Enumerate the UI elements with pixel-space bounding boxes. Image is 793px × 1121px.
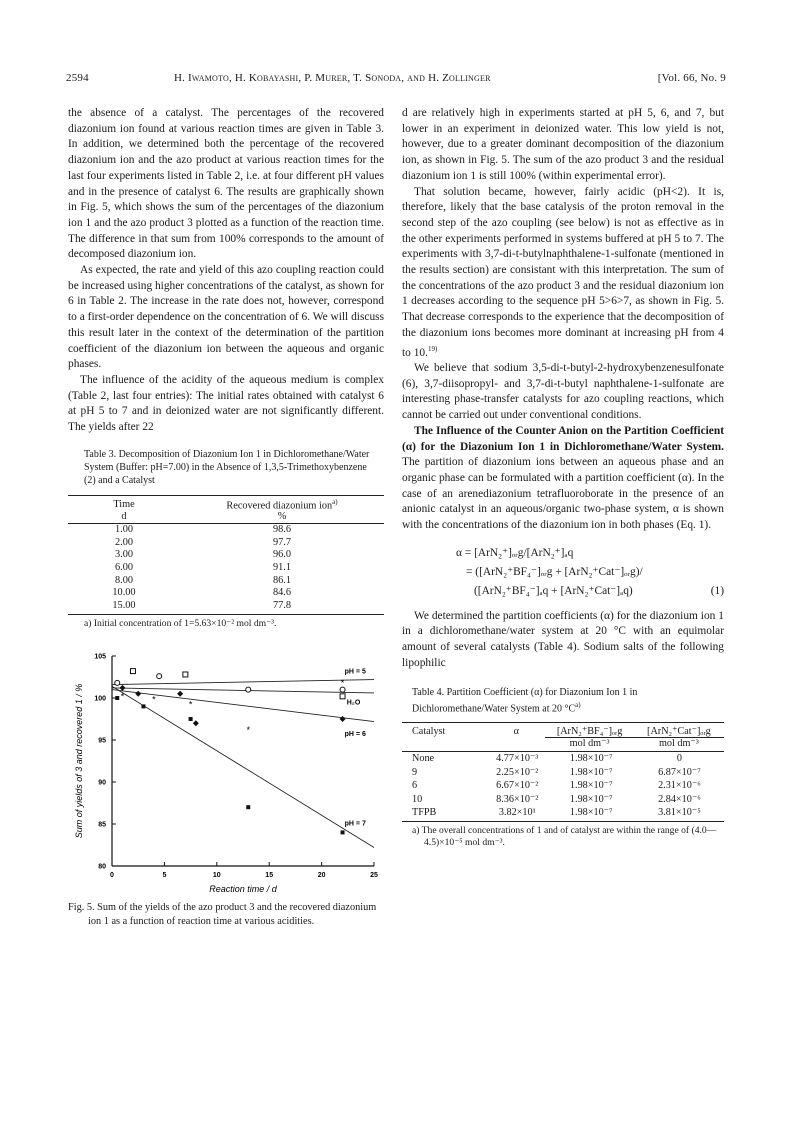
equation-number: (1)	[710, 584, 724, 597]
table-row	[402, 752, 724, 766]
left-paragraph-3: The influence of the acidity of the aqueous medium is complex (Table 2, last four entries): The initial rates obtained with catalyst 6 at pH 5 to 7 and in deionized water are not significantly different. The yields after 22	[68, 373, 384, 434]
table-4-unit-bf4: mol dm⁻³	[569, 737, 610, 749]
table-3-time-cell: 10.00	[112, 587, 136, 599]
table-4-cat-cell: 0	[676, 752, 682, 764]
table-4-bf4-cell: 1.98×10⁻⁷	[569, 766, 613, 778]
table-3-unit-percent: %	[277, 511, 287, 523]
x-tick-label: 0	[110, 872, 114, 880]
table-row	[68, 587, 384, 600]
right-paragraph-5: We determined the partition coefficients (α) for the diazonium ion 1 in a dichloromethane/water system at 20 °C with an equimolar amount of several catalysts (Table 4). Sodium salts of the following lipophilic	[402, 609, 724, 669]
right-paragraph-3: We believe that sodium 3,5-di-t-butyl-2-hydroxybenzenesulfonate (6), 3,7-diisopropyl- and 3,7-di-t-butyl naphthalene-1-sulfonate are interesting phase-transfer catalysts for azo coupling reactions, which cannot be carried out under conventional conditions.	[402, 362, 724, 422]
left-paragraph-1: the absence of a catalyst. The percentages of the recovered diazonium ion found at various reaction times are given in Table 3. In addition, we determined both the percentage of the recovered diazonium ion and the azo product at various reaction times for the last four experiments listed in Table 2, i.e. at four different pH values and in the presence of catalyst 6. The results are graphically shown in Fig. 5, which shows the sum of the percentages of the diazonium ion 1 and the azo product 3 plotted as a function of the reaction time. The difference in that sum from 100% corresponds to the amount of decomposed diazonium ion.	[68, 107, 384, 261]
table-3	[68, 448, 384, 631]
table-row	[68, 524, 384, 537]
section-heading: The Influence of the Counter Anion on the Partition Coefficient (α) for the Diazonium Ion 1 in Dichloromethane/Water System.	[402, 424, 724, 453]
running-header	[66, 72, 726, 88]
y-axis-label: Sum of yields of 3 and recovered 1 / %	[74, 684, 84, 839]
right-paragraph-1: d are relatively high in experiments started at pH 5, 6, and 7, but lower in an experiment in deionized water. This low yield is not, however, due to a greater dominant decomposition of the diazonium ion, as shown in Fig. 5. The sum of the azo product 3 and the residual diazonium ion 1 is still 100% (within experimental error).	[402, 107, 724, 182]
table-3-percent-cell: 96.0	[272, 549, 292, 561]
table-4-cat-cell: 6.87×10⁻⁷	[658, 766, 701, 778]
left-paragraph-2: As expected, the rate and yield of this azo coupling reaction could be increased using higher concentrations of the catalyst, as shown for 6 in Table 2. The increase in the rate does not, however, correspond to a first-order dependence on the concentration of 6. We will discuss this result later in the context of the determination of the partition coefficient of the diazonium ion between the aqueous and organic phases.	[68, 264, 384, 371]
table-4-bf4-cell: 1.98×10⁻⁷	[569, 807, 613, 819]
table-4-grid	[402, 726, 724, 749]
table-4-catalyst-cell: TFPB	[412, 807, 437, 819]
data-point-filled-square	[141, 705, 145, 709]
table-3-footnote: a) Initial concentration of 1=5.63×10⁻² mol dm⁻³.	[84, 618, 277, 630]
y-tick-label: 85	[98, 821, 106, 829]
table-3-unit-time: d	[121, 511, 127, 523]
table-4-alpha-cell: 2.25×10⁻²	[496, 766, 539, 778]
data-point-star: *	[188, 700, 193, 711]
table-4-cat-cell: 2.84×10⁻⁶	[658, 793, 701, 805]
y-tick-label: 100	[94, 695, 106, 703]
table-row	[68, 537, 384, 550]
table-row	[402, 779, 724, 793]
x-tick-label: 5	[162, 872, 167, 880]
data-point-diamond	[119, 685, 125, 691]
table-3-time-cell: 3.00	[114, 549, 134, 561]
data-point-star: *	[246, 725, 250, 736]
data-point-diamond	[135, 691, 141, 697]
table-row	[402, 806, 724, 820]
data-point-open-square	[183, 672, 188, 677]
table-4-catalyst-cell: 10	[412, 793, 423, 805]
figure-5-caption: Fig. 5. Sum of the yields of the azo product 3 and the recovered diazonium ion 1 as a function of reaction time at various acidities.	[68, 902, 377, 927]
table-3-head-recovered: Recovered diazonium ion$^{a)}$	[226, 497, 338, 512]
y-tick-label: 90	[98, 779, 106, 787]
table-4-caption: Table 4. Partition Coefficient (α) for Diazonium Ion 1 in Dichloromethane/Water System at 20 $^\circ C^{a)}$	[412, 686, 638, 714]
left-column	[68, 106, 384, 928]
table-3-body	[68, 524, 384, 612]
right-column	[402, 106, 724, 849]
data-point-filled-square	[189, 717, 193, 721]
table-row	[68, 562, 384, 575]
data-point-filled-square	[341, 831, 345, 835]
table-row	[68, 600, 384, 613]
table-3-caption: Table 3. Decomposition of Diazonium Ion 1 in Dichloromethane/Water System (Buffer: pH=7.00) in the Absence of 1,3,5-Trimethoxybenzene (2) and a Catalyst	[84, 448, 370, 486]
y-tick-label: 105	[94, 653, 106, 661]
table-4-catalyst-cell: 9	[412, 766, 418, 778]
data-point-open-circle	[157, 674, 162, 679]
fit-line	[112, 688, 374, 693]
page-number: 2594	[66, 72, 89, 84]
volume-info: [Vol. 66, No. 9	[657, 72, 726, 84]
table-4-bf4-cell: 1.98×10⁻⁷	[569, 780, 613, 792]
figure-5	[68, 644, 384, 928]
table-3-time-cell: 2.00	[114, 536, 134, 548]
fit-line	[112, 680, 374, 685]
table-4-cat-cell: 3.81×10⁻⁵	[658, 807, 701, 819]
table-4-body	[402, 752, 724, 820]
data-point-diamond	[340, 716, 346, 722]
table-3-time-cell: 1.00	[114, 524, 134, 536]
table-row	[68, 549, 384, 562]
table-3-percent-cell: 98.6	[272, 524, 292, 536]
equation-1	[456, 544, 724, 601]
table-3-head-time: Time	[113, 498, 135, 510]
table-4-head-alpha: α	[513, 725, 519, 737]
table-3-time-cell: 15.00	[112, 599, 136, 611]
table-3-percent-cell: 84.6	[272, 587, 292, 599]
equation-line-1: α = [ArN₂⁺]ₒᵣg/[ArN₂⁺]ₐq	[456, 546, 574, 559]
table-4-bf4-cell: 1.98×10⁻⁷	[569, 752, 613, 764]
table-4-cat-cell: 2.31×10⁻⁶	[658, 780, 701, 792]
table-4-head-cat: [ArN₂⁺Cat⁻]ₒᵣg	[634, 726, 724, 738]
right-paragraph-4: The Influence of the Counter Anion on the Partition Coefficient (α) for the Diazonium Ion 1 in Dichloromethane/Water System. The partition of diazonium ions between an aqueous phase and an organic phase can be formulated with a partition coefficient (α). In the case of an arenediazonium tetrafluoroborate in the presence of an anionic catalyst in an aqueous/organic two-phase system, α is shown with the concentrations of the diazonium ion in both phases (Eq. 1).	[402, 424, 724, 532]
table-3-percent-cell: 91.1	[272, 561, 292, 573]
fit-line	[112, 687, 374, 848]
x-axis-label: Reaction time / d	[209, 884, 277, 895]
data-point-open-square	[340, 694, 345, 699]
x-tick-label: 20	[317, 872, 326, 880]
table-4-alpha-cell: 6.67×10⁻²	[496, 780, 539, 792]
data-point-open-square	[130, 669, 135, 674]
table-4-head-bf4: [ArN₂⁺BF₄⁻]ₒᵣg	[545, 726, 633, 738]
table-3-time-cell: 8.00	[114, 574, 134, 586]
line-label: pH = 5	[344, 668, 366, 676]
table-4-unit-cat: mol dm⁻³	[658, 737, 699, 749]
figure-5-chart	[68, 644, 384, 894]
data-point-filled-square	[115, 696, 119, 700]
x-tick-label: 25	[370, 872, 378, 880]
x-tick-label: 10	[212, 872, 221, 880]
x-tick-label: 15	[265, 872, 274, 880]
table-4-catalyst-cell: 6	[412, 780, 418, 792]
table-4-alpha-cell: 8.36×10⁻²	[496, 793, 539, 805]
data-point-filled-square	[246, 806, 250, 810]
table-3-percent-cell: 77.8	[272, 599, 292, 611]
table-row	[402, 766, 724, 780]
table-row	[68, 575, 384, 588]
line-label: H₂O	[346, 700, 361, 708]
table-4-catalyst-cell: None	[412, 752, 435, 764]
data-point-star: *	[340, 678, 345, 689]
table-3-grid	[68, 498, 384, 522]
table-3-percent-cell: 97.7	[272, 536, 292, 548]
table-row	[402, 793, 724, 807]
table-4	[402, 686, 724, 849]
equation-line-3: ([ArN₂⁺BF₄⁻]ₐq + [ArN₂⁺Cat⁻]ₐq)	[474, 584, 633, 597]
data-point-open-circle	[115, 681, 120, 686]
table-4-footnote: a) The overall concentrations of 1 and of catalyst are within the range of (4.0—4.5)×10⁻⁵ mol dm⁻³.	[412, 824, 717, 848]
data-point-diamond	[193, 721, 199, 727]
table-4-alpha-cell: 3.82×10¹	[498, 807, 536, 819]
table-4-bf4-cell: 1.98×10⁻⁷	[569, 793, 613, 805]
author-line: H. Iwamoto, H. Kobayashi, P. Murer, T. Sonoda, and H. Zollinger	[174, 72, 491, 84]
table-3-time-cell: 6.00	[114, 561, 134, 573]
y-tick-label: 95	[98, 737, 106, 745]
table-4-alpha-cell: 4.77×10⁻³	[496, 752, 539, 764]
data-point-open-circle	[246, 687, 251, 692]
table-3-percent-cell: 86.1	[272, 574, 292, 586]
data-point-star: *	[120, 691, 125, 702]
line-label: pH = 6	[344, 731, 366, 739]
data-point-star: *	[152, 695, 156, 706]
table-4-head-catalyst: Catalyst	[412, 725, 446, 737]
line-label: pH = 7	[344, 821, 366, 829]
data-point-diamond	[177, 691, 183, 697]
right-paragraph-2: That solution became, however, fairly acidic (pH<2). It is, therefore, likely that the base catalysis of the proton removal in the second step of the azo coupling (see below) is not as effective as in the other experiments performed in systems buffered at pH 5 to 7. The experiments with 3,7-di-t-butylnaphthalene-1-sulfonate (mentioned in the results section) are consistant with this interpretation. The sum of the concentrations of the azo product 3 and the residual diazonium ion 1 decreases according to the sequence pH 5>6>7, as shown in Fig. 5. That decrease corresponds to the experience that the decomposition of the diazonium ions becomes more dominant at increasing pH from 4 to 10.$^{19)}$	[402, 185, 724, 359]
y-tick-label: 80	[98, 863, 106, 871]
equation-line-2: = ([ArN₂⁺BF₄⁻]ₒᵣg + [ArN₂⁺Cat⁻]ₒᵣg)/	[466, 565, 643, 578]
